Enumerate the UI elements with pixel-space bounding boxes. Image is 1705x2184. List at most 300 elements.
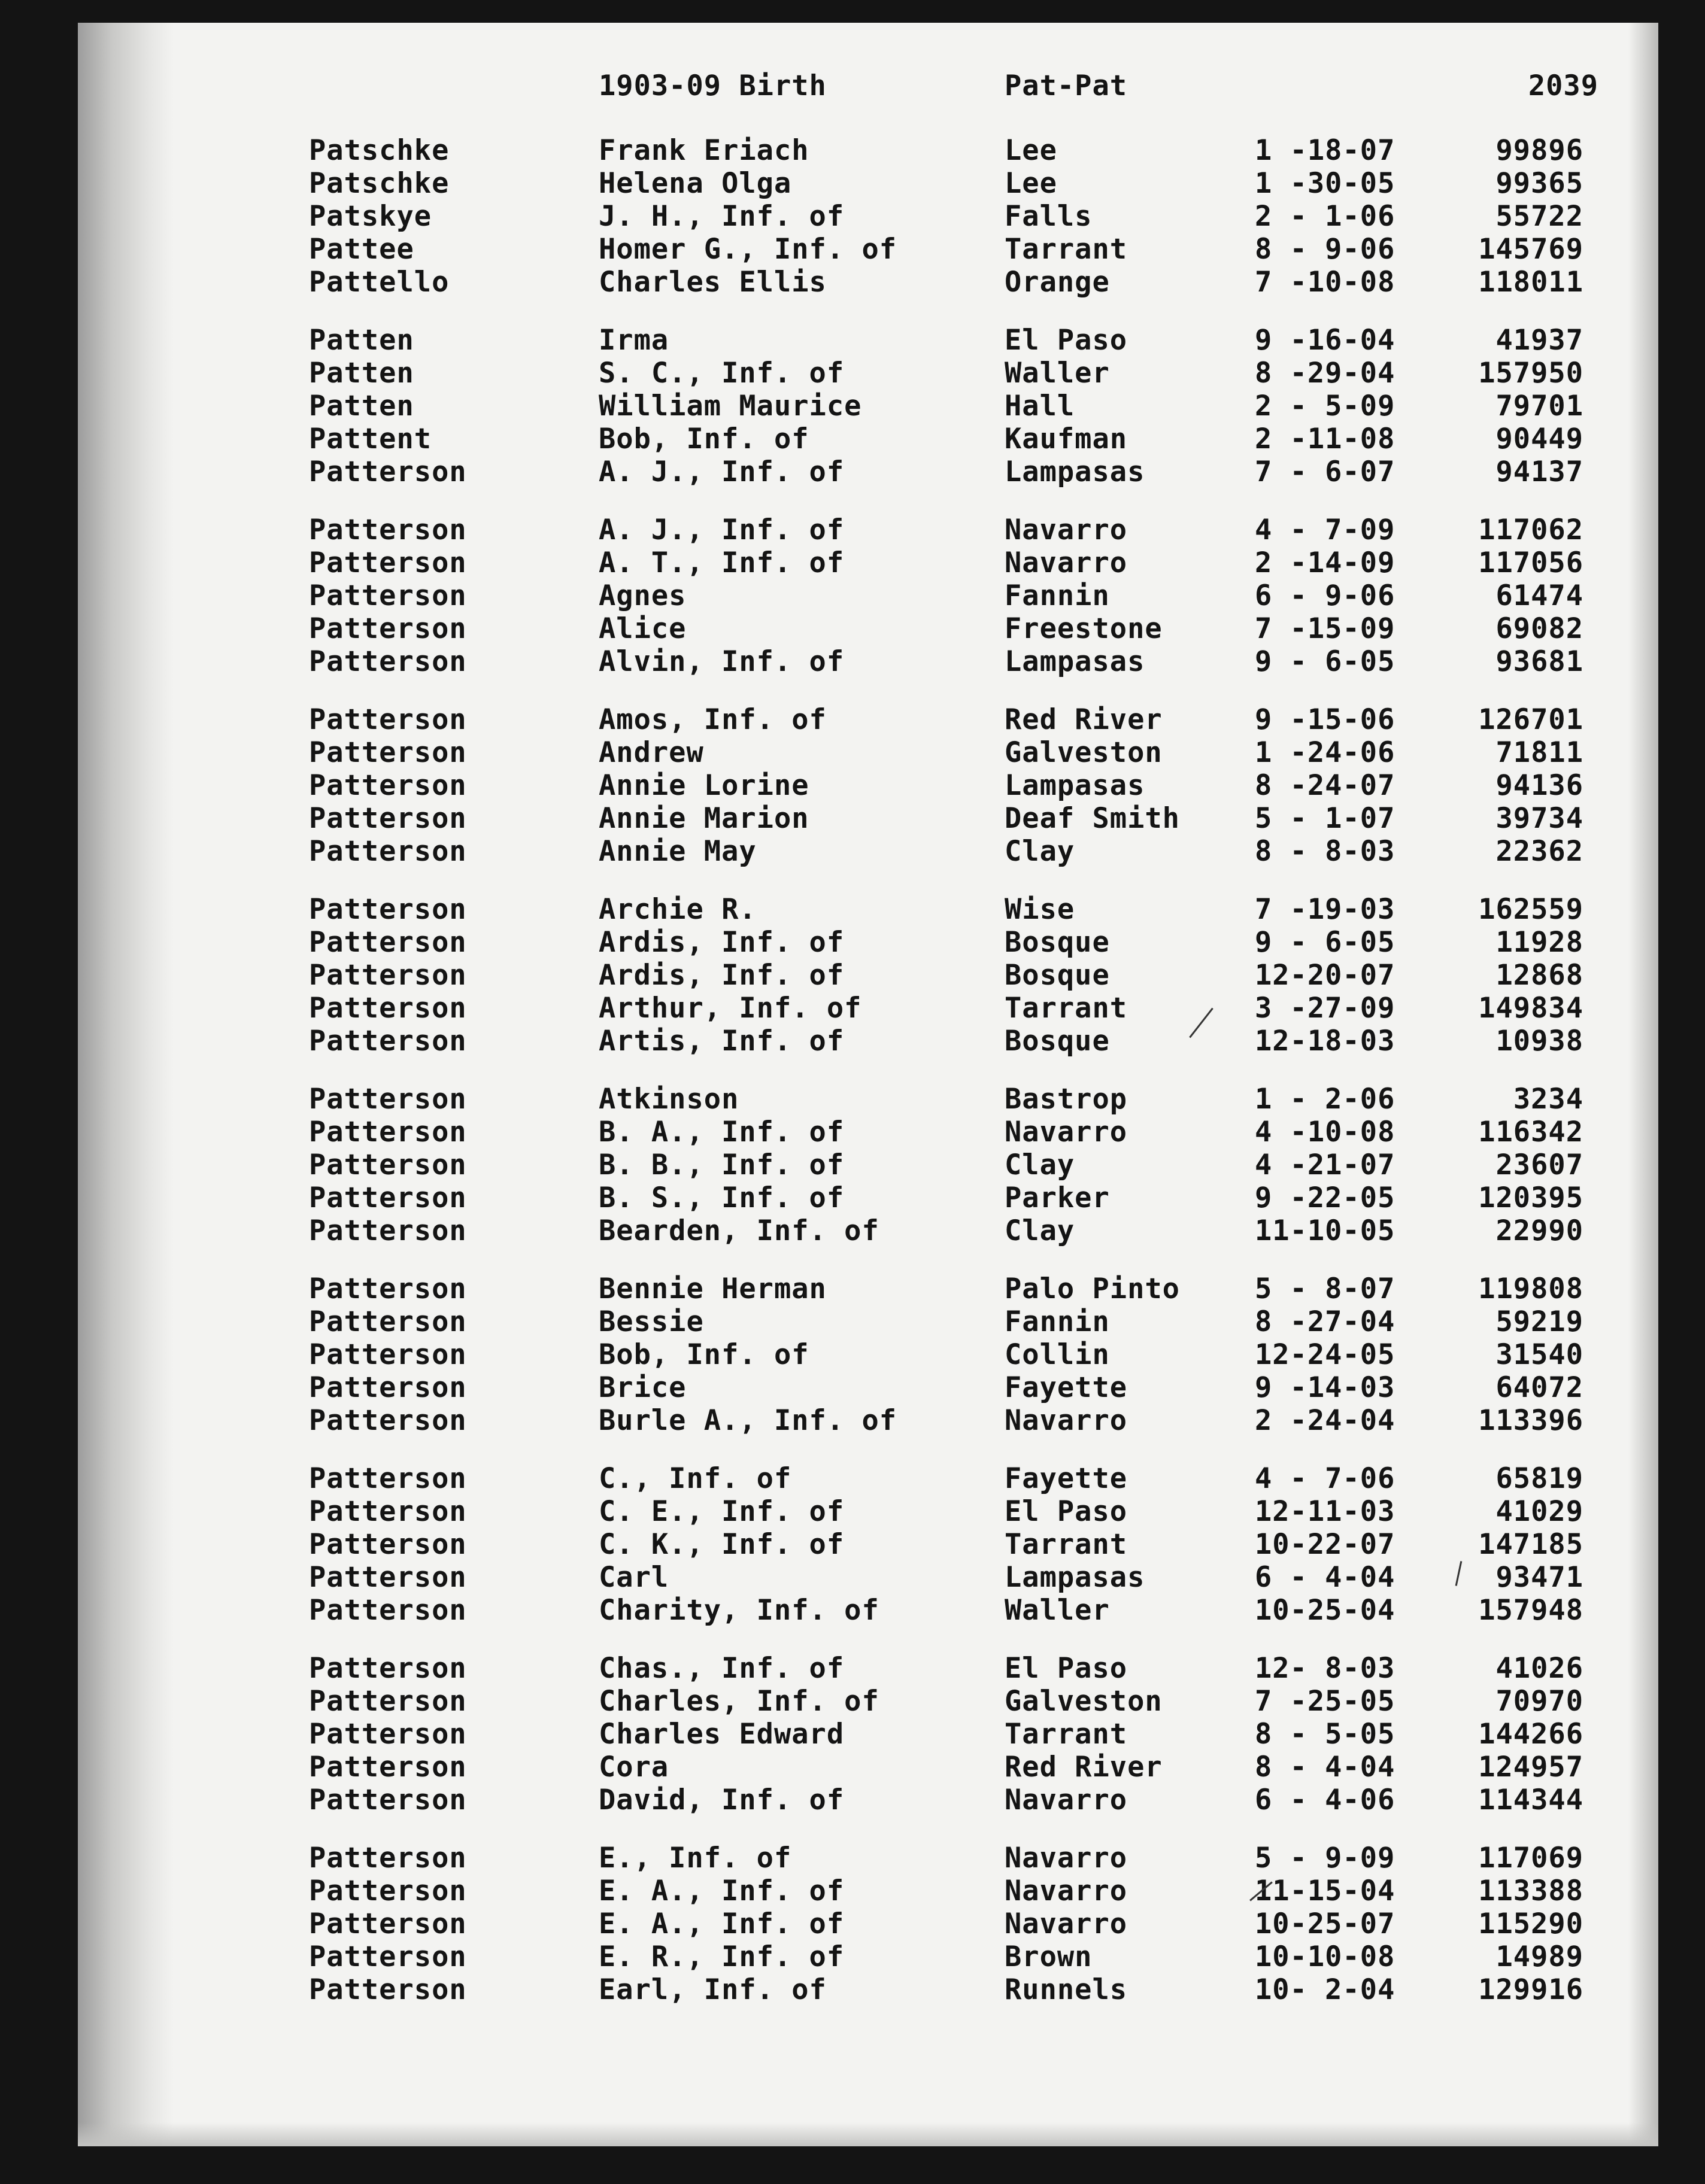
surname-cell: Patterson [309,1973,467,2006]
given-name-cell: E. R., Inf. of [599,1940,845,1973]
certificate-number-cell: 39734 [1495,802,1583,835]
date-cell: 2 -24-04 [1255,1404,1395,1437]
table-row [78,1684,1658,1717]
certificate-number-cell: 120395 [1478,1181,1583,1214]
county-cell: Palo Pinto [1005,1272,1180,1305]
table-row [78,1114,1658,1147]
date-cell: 7 -15-09 [1255,612,1395,645]
date-cell: 9 -15-06 [1255,703,1395,736]
certificate-number-cell: 99365 [1495,167,1583,200]
certificate-number-cell: 41029 [1495,1495,1583,1528]
surname-cell: Patterson [309,1842,467,1875]
county-cell: Navarro [1005,1784,1128,1817]
surname-cell: Patterson [309,579,467,612]
table-row [78,1527,1658,1560]
given-name-cell: Ardis, Inf. of [599,959,845,992]
surname-cell: Patterson [309,1940,467,1973]
given-name-cell: C. K., Inf. of [599,1528,845,1561]
certificate-number-cell: 157950 [1478,357,1583,390]
certificate-number-cell: 119808 [1478,1272,1583,1305]
certificate-number-cell: 22990 [1495,1214,1583,1247]
county-cell: Deaf Smith [1005,802,1180,835]
table-row [78,265,1658,297]
table-row [78,1403,1658,1436]
given-name-cell: Amos, Inf. of [599,703,827,736]
given-name-cell: J. H., Inf. of [599,200,845,233]
certificate-number-cell: 147185 [1478,1528,1583,1561]
surname-cell: Patterson [309,1214,467,1247]
surname-cell: Patterson [309,1685,467,1718]
table-row [78,1749,1658,1782]
certificate-number-cell: 113388 [1478,1875,1583,1907]
county-cell: Galveston [1005,1685,1163,1718]
date-cell: 8 -27-04 [1255,1305,1395,1338]
surname-cell: Patterson [309,1594,467,1627]
page-number: 2039 [1528,69,1598,102]
date-cell: 10-25-07 [1255,1907,1395,1940]
surname-cell: Pattello [309,266,450,299]
county-cell: Navarro [1005,1404,1128,1437]
table-row [78,1717,1658,1749]
certificate-number-cell: 59219 [1495,1305,1583,1338]
county-cell: Navarro [1005,1116,1128,1149]
surname-cell: Patterson [309,992,467,1025]
surname-cell: Patterson [309,802,467,835]
certificate-number-cell: 144266 [1478,1718,1583,1751]
surname-cell: Patterson [309,455,467,488]
scan-bottom-edge [78,2122,1658,2146]
given-name-cell: Bob, Inf. of [599,423,809,455]
date-cell: 1 - 2-06 [1255,1083,1395,1116]
date-cell: 8 - 5-05 [1255,1718,1395,1751]
certificate-number-cell: 114344 [1478,1784,1583,1817]
surname-cell: Patterson [309,1083,467,1116]
county-cell: Bosque [1005,926,1110,959]
date-cell: 10-25-04 [1255,1594,1395,1627]
date-cell: 9 -16-04 [1255,324,1395,357]
surname-cell: Patterson [309,1561,467,1594]
county-cell: Wise [1005,893,1075,926]
given-name-cell: Bearden, Inf. of [599,1214,879,1247]
surname-cell: Patterson [309,645,467,678]
certificate-number-cell: 115290 [1478,1907,1583,1940]
given-name-cell: C., Inf. of [599,1462,792,1495]
given-name-cell: E. A., Inf. of [599,1875,845,1907]
given-name-cell: Ardis, Inf. of [599,926,845,959]
surname-cell: Patterson [309,546,467,579]
county-cell: Fannin [1005,579,1110,612]
given-name-cell: Annie Lorine [599,769,809,802]
certificate-number-cell: 129916 [1478,1973,1583,2006]
table-row [78,1494,1658,1527]
given-name-cell: Irma [599,324,669,357]
county-cell: Parker [1005,1181,1110,1214]
county-cell: Hall [1005,390,1075,423]
given-name-cell: B. S., Inf. of [599,1181,845,1214]
date-cell: 5 - 9-09 [1255,1842,1395,1875]
surname-cell: Patten [309,324,414,357]
surname-cell: Patterson [309,514,467,546]
surname-cell: Patterson [309,959,467,992]
certificate-number-cell: 41937 [1495,324,1583,357]
county-cell: Freestone [1005,612,1163,645]
table-row [78,232,1658,265]
given-name-cell: Homer G., Inf. of [599,233,897,266]
table-row [78,421,1658,454]
given-name-cell: Burle A., Inf. of [599,1404,897,1437]
date-cell: 4 -10-08 [1255,1116,1395,1149]
table-row [78,1651,1658,1684]
date-cell: 2 - 1-06 [1255,200,1395,233]
surname-cell: Patterson [309,1371,467,1404]
surname-cell: Patterson [309,1495,467,1528]
given-name-cell: Charity, Inf. of [599,1594,879,1627]
date-cell: 11-15-04 [1255,1875,1395,1907]
county-cell: Lampasas [1005,455,1145,488]
certificate-number-cell: 93471 [1495,1561,1583,1594]
county-cell: Collin [1005,1338,1110,1371]
table-row [78,801,1658,834]
county-cell: Navarro [1005,514,1128,546]
table-row [78,1782,1658,1815]
table-row [78,611,1658,644]
table-row [78,1461,1658,1494]
table-row [78,512,1658,545]
certificate-number-cell: 99896 [1495,134,1583,167]
date-cell: 8 -24-07 [1255,769,1395,802]
county-cell: Clay [1005,1214,1075,1247]
given-name-cell: Charles, Inf. of [599,1685,879,1718]
table-row [78,702,1658,735]
date-cell: 7 -10-08 [1255,266,1395,299]
page-header [78,69,1658,108]
table-row [78,323,1658,356]
certificate-number-cell: 90449 [1495,423,1583,455]
date-cell: 1 -30-05 [1255,167,1395,200]
given-name-cell: A. T., Inf. of [599,546,845,579]
certificate-number-cell: 162559 [1478,893,1583,926]
date-cell: 9 -14-03 [1255,1371,1395,1404]
date-cell: 1 -24-06 [1255,736,1395,769]
county-cell: Fayette [1005,1462,1128,1495]
given-name-cell: Annie Marion [599,802,809,835]
county-cell: El Paso [1005,324,1128,357]
given-name-cell: Earl, Inf. of [599,1973,827,2006]
table-row [78,388,1658,421]
county-cell: Navarro [1005,1875,1128,1907]
given-name-cell: A. J., Inf. of [599,514,845,546]
given-name-cell: Bessie [599,1305,704,1338]
certificate-number-cell: 94136 [1495,769,1583,802]
given-name-cell: B. B., Inf. of [599,1149,845,1181]
county-cell: Falls [1005,200,1093,233]
surname-cell: Patschke [309,167,450,200]
county-cell: Fayette [1005,1371,1128,1404]
county-cell: Waller [1005,357,1110,390]
surname-cell: Patterson [309,926,467,959]
county-cell: Lampasas [1005,769,1145,802]
table-row [78,199,1658,232]
certificate-number-cell: 69082 [1495,612,1583,645]
table-row [78,768,1658,801]
county-cell: El Paso [1005,1495,1128,1528]
certificate-number-cell: 31540 [1495,1338,1583,1371]
county-cell: Brown [1005,1940,1093,1973]
county-cell: Galveston [1005,736,1163,769]
table-row [78,356,1658,388]
certificate-number-cell: 12868 [1495,959,1583,992]
surname-cell: Patterson [309,1338,467,1371]
given-name-cell: B. A., Inf. of [599,1116,845,1149]
surname-cell: Pattent [309,423,432,455]
surname-cell: Patterson [309,736,467,769]
given-name-cell: C. E., Inf. of [599,1495,845,1528]
certificate-number-cell: 126701 [1478,703,1583,736]
surname-cell: Patterson [309,893,467,926]
certificate-number-cell: 64072 [1495,1371,1583,1404]
table-row [78,958,1658,991]
date-cell: 9 - 6-05 [1255,645,1395,678]
table-row [78,1593,1658,1626]
date-cell: 2 -11-08 [1255,423,1395,455]
given-name-cell: William Maurice [599,390,862,423]
surname-cell: Patten [309,357,414,390]
given-name-cell: Arthur, Inf. of [599,992,862,1025]
certificate-number-cell: 113396 [1478,1404,1583,1437]
certificate-number-cell: 117069 [1478,1842,1583,1875]
county-cell: Navarro [1005,1907,1128,1940]
given-name-cell: Helena Olga [599,167,792,200]
given-name-cell: Cora [599,1751,669,1784]
county-cell: Navarro [1005,1842,1128,1875]
county-cell: Tarrant [1005,1718,1128,1751]
certificate-number-cell: 10938 [1495,1025,1583,1058]
surname-cell: Patterson [309,1528,467,1561]
certificate-number-cell: 145769 [1478,233,1583,266]
given-name-cell: Bennie Herman [599,1272,827,1305]
document-page [78,23,1658,2146]
county-cell: Red River [1005,1751,1163,1784]
surname-cell: Patterson [309,1462,467,1495]
surname-cell: Patterson [309,1025,467,1058]
county-cell: Lee [1005,134,1057,167]
surname-cell: Patterson [309,1875,467,1907]
given-name-cell: David, Inf. of [599,1784,845,1817]
certificate-number-cell: 61474 [1495,579,1583,612]
date-cell: 6 - 9-06 [1255,579,1395,612]
date-cell: 9 - 6-05 [1255,926,1395,959]
surname-cell: Patterson [309,1404,467,1437]
certificate-number-cell: 149834 [1478,992,1583,1025]
county-cell: El Paso [1005,1652,1128,1685]
date-cell: 7 - 6-07 [1255,455,1395,488]
county-cell: Tarrant [1005,1528,1128,1561]
index-title: 1903-09 Birth [599,69,827,102]
certificate-number-cell: 116342 [1478,1116,1583,1149]
date-cell: 8 - 8-03 [1255,835,1395,868]
surname-cell: Patterson [309,1652,467,1685]
certificate-number-cell: 14989 [1495,1940,1583,1973]
certificate-number-cell: 65819 [1495,1462,1583,1495]
certificate-number-cell: 94137 [1495,455,1583,488]
county-cell: Waller [1005,1594,1110,1627]
surname-cell: Patterson [309,1718,467,1751]
table-row [78,991,1658,1023]
county-cell: Tarrant [1005,992,1128,1025]
given-name-cell: Brice [599,1371,687,1404]
surname-cell: Patterson [309,1751,467,1784]
county-cell: Navarro [1005,546,1128,579]
given-name-cell: Archie R. [599,893,757,926]
table-row [78,1560,1658,1593]
county-cell: Lampasas [1005,645,1145,678]
table-row [78,1180,1658,1213]
county-cell: Bastrop [1005,1083,1128,1116]
name-range: Pat-Pat [1005,69,1128,102]
given-name-cell: Bob, Inf. of [599,1338,809,1371]
county-cell: Clay [1005,1149,1075,1181]
surname-cell: Patterson [309,1305,467,1338]
county-cell: Red River [1005,703,1163,736]
certificate-number-cell: 117056 [1478,546,1583,579]
table-row [78,1337,1658,1370]
table-row [78,1304,1658,1337]
given-name-cell: S. C., Inf. of [599,357,845,390]
given-name-cell: Chas., Inf. of [599,1652,845,1685]
surname-cell: Patterson [309,769,467,802]
county-cell: Runnels [1005,1973,1128,2006]
given-name-cell: Carl [599,1561,669,1594]
surname-cell: Patterson [309,612,467,645]
table-row [78,1873,1658,1906]
date-cell: 5 - 1-07 [1255,802,1395,835]
certificate-number-cell: 23607 [1495,1149,1583,1181]
certificate-number-cell: 22362 [1495,835,1583,868]
table-row [78,1972,1658,2005]
certificate-number-cell: 55722 [1495,200,1583,233]
given-name-cell: Charles Ellis [599,266,827,299]
surname-cell: Patterson [309,835,467,868]
table-row [78,892,1658,925]
table-row [78,834,1658,867]
date-cell: 10-10-08 [1255,1940,1395,1973]
county-cell: Lee [1005,167,1057,200]
surname-cell: Patterson [309,1149,467,1181]
surname-cell: Patterson [309,703,467,736]
table-row [78,735,1658,768]
date-cell: 7 -19-03 [1255,893,1395,926]
date-cell: 12-18-03 [1255,1025,1395,1058]
table-row [78,1082,1658,1114]
date-cell: 7 -25-05 [1255,1685,1395,1718]
surname-cell: Patterson [309,1907,467,1940]
given-name-cell: Annie May [599,835,757,868]
date-cell: 12-11-03 [1255,1495,1395,1528]
certificate-number-cell: 11928 [1495,926,1583,959]
given-name-cell: Alvin, Inf. of [599,645,845,678]
table-row [78,578,1658,611]
date-cell: 12-24-05 [1255,1338,1395,1371]
date-cell: 4 -21-07 [1255,1149,1395,1181]
date-cell: 10-22-07 [1255,1528,1395,1561]
certificate-number-cell: 71811 [1495,736,1583,769]
surname-cell: Patterson [309,1272,467,1305]
given-name-cell: E. A., Inf. of [599,1907,845,1940]
surname-cell: Patten [309,390,414,423]
date-cell: 6 - 4-04 [1255,1561,1395,1594]
certificate-number-cell: 118011 [1478,266,1583,299]
table-row [78,1147,1658,1180]
county-cell: Lampasas [1005,1561,1145,1594]
table-row [78,545,1658,578]
date-cell: 1 -18-07 [1255,134,1395,167]
date-cell: 3 -27-09 [1255,992,1395,1025]
table-row [78,1023,1658,1056]
table-row [78,133,1658,166]
date-cell: 12-20-07 [1255,959,1395,992]
date-cell: 12- 8-03 [1255,1652,1395,1685]
date-cell: 2 -14-09 [1255,546,1395,579]
certificate-number-cell: 79701 [1495,390,1583,423]
date-cell: 6 - 4-06 [1255,1784,1395,1817]
date-cell: 5 - 8-07 [1255,1272,1395,1305]
date-cell: 8 -29-04 [1255,357,1395,390]
certificate-number-cell: 41026 [1495,1652,1583,1685]
given-name-cell: Frank Eriach [599,134,809,167]
county-cell: Fannin [1005,1305,1110,1338]
given-name-cell: Charles Edward [599,1718,845,1751]
given-name-cell: Atkinson [599,1083,739,1116]
county-cell: Kaufman [1005,423,1128,455]
date-cell: 11-10-05 [1255,1214,1395,1247]
table-row [78,1213,1658,1246]
surname-cell: Patterson [309,1116,467,1149]
county-cell: Orange [1005,266,1110,299]
date-cell: 8 - 4-04 [1255,1751,1395,1784]
given-name-cell: A. J., Inf. of [599,455,845,488]
certificate-number-cell: 93681 [1495,645,1583,678]
given-name-cell: Artis, Inf. of [599,1025,845,1058]
certificate-number-cell: 117062 [1478,514,1583,546]
table-row [78,1840,1658,1873]
date-cell: 4 - 7-09 [1255,514,1395,546]
surname-cell: Patterson [309,1784,467,1817]
table-row [78,454,1658,487]
date-cell: 9 -22-05 [1255,1181,1395,1214]
table-row [78,1370,1658,1403]
given-name-cell: Agnes [599,579,687,612]
given-name-cell: Andrew [599,736,704,769]
certificate-number-cell: 124957 [1478,1751,1583,1784]
surname-cell: Patterson [309,1181,467,1214]
date-cell: 10- 2-04 [1255,1973,1395,2006]
county-cell: Tarrant [1005,233,1128,266]
table-row [78,166,1658,199]
date-cell: 4 - 7-06 [1255,1462,1395,1495]
birth-index-table [78,133,1658,2005]
certificate-number-cell: 3234 [1513,1083,1583,1116]
surname-cell: Patschke [309,134,450,167]
table-row [78,1271,1658,1304]
date-cell: 2 - 5-09 [1255,390,1395,423]
table-row [78,925,1658,958]
given-name-cell: Alice [599,612,687,645]
county-cell: Bosque [1005,959,1110,992]
county-cell: Bosque [1005,1025,1110,1058]
certificate-number-cell: 157948 [1478,1594,1583,1627]
table-row [78,1939,1658,1972]
given-name-cell: E., Inf. of [599,1842,792,1875]
